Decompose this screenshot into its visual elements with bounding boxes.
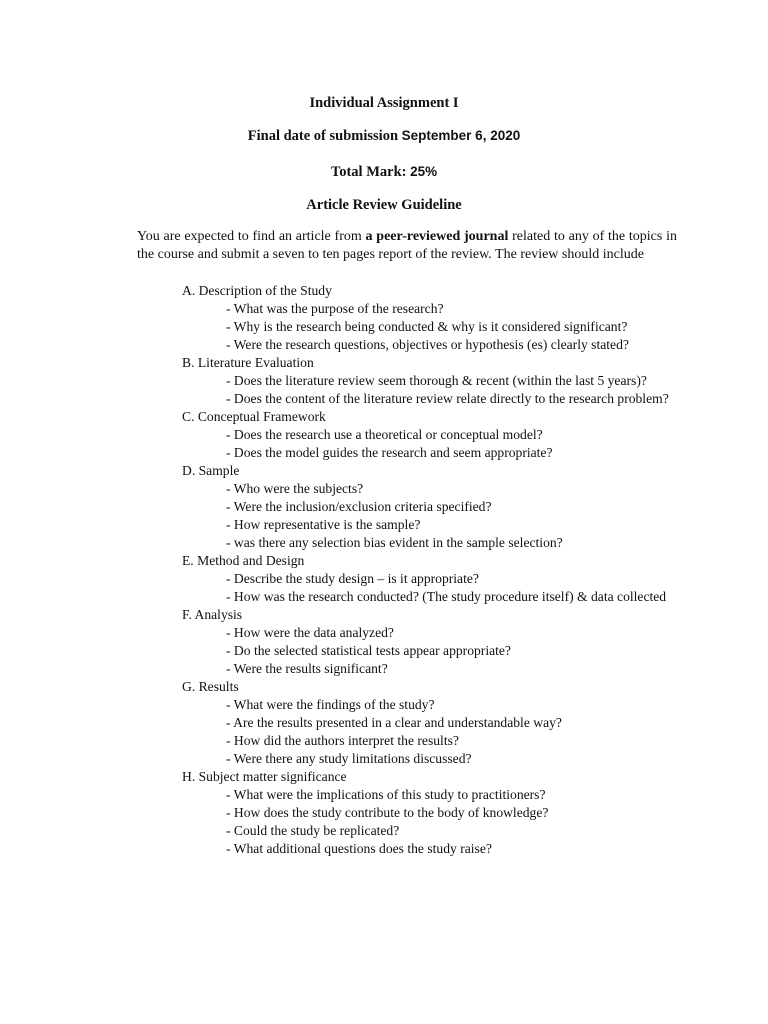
section-question: - How were the data analyzed? [226,625,394,640]
intro-paragraph [137,228,677,264]
section-title: B. Literature Evaluation [182,355,314,370]
section-question: - Does the model guides the research and seem appropriate? [226,445,553,460]
intro-text-after: related to any of the topics in the course and submit a seven to ten pages report of the review. The review should include [137,229,677,262]
submission-label: Final date of submission [247,128,402,144]
section-question: - Were there any study limitations discussed? [226,751,472,766]
section-question: - Does the content of the literature review relate directly to the research problem? [226,391,669,406]
assignment-title-text: Individual Assignment I [309,95,459,111]
section-question: - Were the inclusion/exclusion criteria specified? [226,499,492,514]
section-question: - Could the study be replicated? [226,823,400,838]
section-question: - Why is the research being conducted & why is it considered significant? [226,319,628,334]
total-mark-label: Total Mark: [330,164,411,180]
section-title: C. Conceptual Framework [182,409,326,424]
section-question: - How representative is the sample? [226,517,421,532]
total-mark-line [0,163,768,181]
section-title: H. Subject matter significance [182,769,347,784]
intro-text-before: You are expected to find an article from [137,229,366,244]
submission-date: September 6, 2020 [401,128,521,143]
assignment-title [0,94,768,112]
section-title: A. Description of the Study [182,283,332,298]
submission-date-line [0,127,768,145]
section-question: - How does the study contribute to the body of knowledge? [226,805,549,820]
section-question: - Does the research use a theoretical or conceptual model? [226,427,543,442]
section-question: - What additional questions does the study raise? [226,841,492,856]
section-question: - Are the results presented in a clear and understandable way? [226,715,562,730]
section-question: - What was the purpose of the research? [226,301,444,316]
section-question: - What were the findings of the study? [226,697,435,712]
intro-bold-text: a peer-reviewed journal [365,229,509,244]
section-question: - was there any selection bias evident in the sample selection? [226,535,563,550]
section-question: - Who were the subjects? [226,481,364,496]
section-question: - Do the selected statistical tests appear appropriate? [226,643,511,658]
section-question: - What were the implications of this study to practitioners? [226,787,546,802]
guideline-title [0,196,768,214]
guideline-title-text: Article Review Guideline [306,197,462,213]
section-title: D. Sample [182,463,240,478]
section-question: - Were the results significant? [226,661,388,676]
section-question: - Describe the study design – is it appropriate? [226,571,479,586]
review-sections [0,282,768,858]
section-question: - Does the literature review seem thorough & recent (within the last 5 years)? [226,373,647,388]
section-question: - How was the research conducted? (The study procedure itself) & data collected [226,589,667,604]
section-title: E. Method and Design [182,553,305,568]
total-mark-value: 25% [410,164,438,179]
section-title: F. Analysis [182,607,243,622]
section-title: G. Results [182,679,239,694]
section-question: - How did the authors interpret the results? [226,733,459,748]
section-question: - Were the research questions, objectives or hypothesis (es) clearly stated? [226,337,629,352]
